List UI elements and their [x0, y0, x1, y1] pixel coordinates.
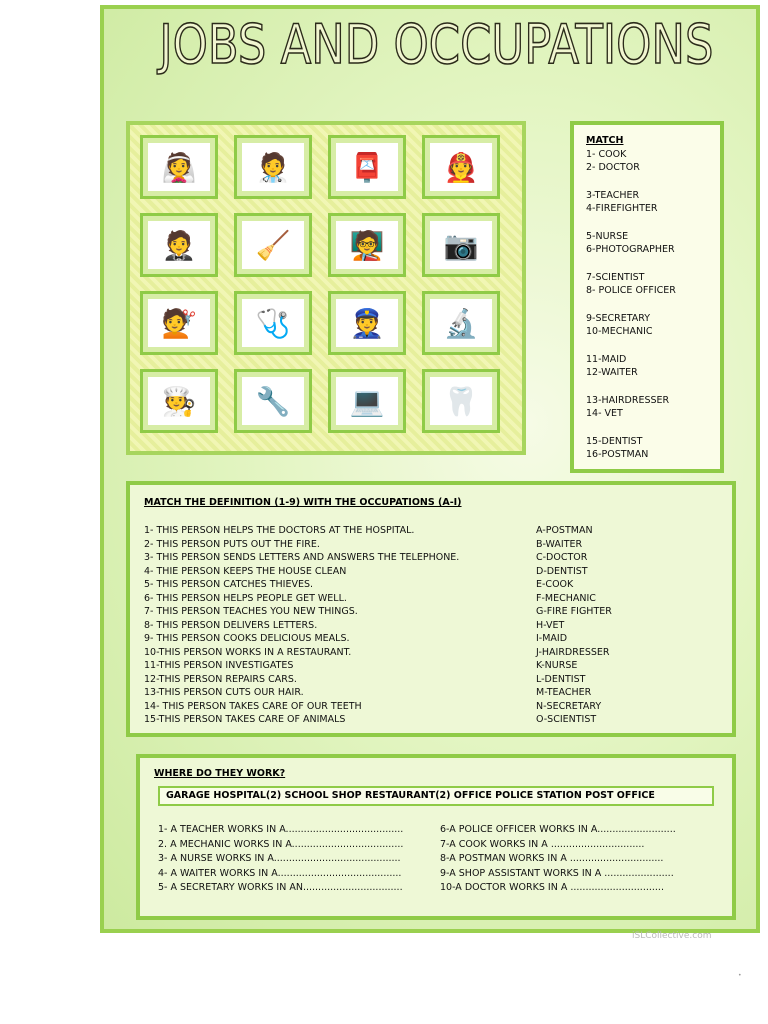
- occupation-option: O-SCIENTIST: [536, 714, 597, 725]
- maid-icon: 🧹: [242, 221, 304, 269]
- match-list: [570, 121, 724, 473]
- workplaces-heading: WHERE DO THEY WORK?: [154, 768, 286, 779]
- definitions-heading: MATCH THE DEFINITION (1-9) WITH THE OCCUPATIONS (A-I): [144, 497, 462, 508]
- match-item: 1- COOK: [586, 149, 627, 160]
- picture-tile: [234, 135, 312, 199]
- picture-tile: [140, 291, 218, 355]
- dentist-icon: 🦷: [430, 377, 492, 425]
- picture-grid: [126, 121, 526, 455]
- occupation-option: B-WAITER: [536, 538, 583, 550]
- occupation-option: L-DENTIST: [536, 673, 586, 685]
- workplace-question: 4- A WAITER WORKS IN A.........................................: [158, 867, 402, 879]
- picture-tile: [422, 369, 500, 433]
- workplace-question: 9-A SHOP ASSISTANT WORKS IN A .......................: [440, 867, 674, 879]
- picture-tile: [328, 213, 406, 277]
- bride-icon: 👰: [148, 143, 210, 191]
- picture-tile: [234, 291, 312, 355]
- definition-item: 2- THIS PERSON PUTS OUT THE FIRE.: [144, 538, 320, 550]
- workplace-question: 1- A TEACHER WORKS IN A.......................................: [158, 824, 404, 835]
- occupation-option: G-FIRE FIGHTER: [536, 606, 612, 617]
- match-heading: MATCH: [586, 135, 624, 146]
- occupation-option: A-POSTMAN: [536, 525, 593, 536]
- workplaces-box: [136, 754, 736, 920]
- workplace-question: 7-A COOK WORKS IN A ...............................: [440, 838, 645, 850]
- occupation-option: E-COOK: [536, 579, 574, 590]
- definition-item: 8- THIS PERSON DELIVERS LETTERS.: [144, 619, 318, 631]
- definition-item: 11-THIS PERSON INVESTIGATES: [144, 660, 294, 671]
- match-item: 3-TEACHER: [586, 190, 640, 201]
- match-item: 7-SCIENTIST: [586, 272, 645, 283]
- occupation-option: I-MAID: [536, 633, 568, 644]
- worksheet-title: JOBS AND OCCUPATIONS: [159, 13, 714, 76]
- workplace-question: 3- A NURSE WORKS IN A..........................................: [158, 853, 401, 864]
- picture-tile: [328, 369, 406, 433]
- nurse-with-dog-icon: 🧑‍⚕️: [242, 143, 304, 191]
- police-officer-icon: 👮: [336, 299, 398, 347]
- cook-icon: 🧑‍🍳: [148, 377, 210, 425]
- definition-item: 3- THIS PERSON SENDS LETTERS AND ANSWERS THE TELEPHONE.: [144, 552, 460, 563]
- picture-tile: [328, 135, 406, 199]
- watermark: iSLCollective.com: [632, 931, 712, 941]
- workplaces-word-bank: GARAGE HOSPITAL(2) SCHOOL SHOP RESTAURANT(2) OFFICE POLICE STATION POST OFFICE: [158, 786, 714, 806]
- picture-tile: [140, 135, 218, 199]
- match-item: 11-MAID: [586, 354, 627, 365]
- picture-tile: [422, 213, 500, 277]
- workplace-question: 8-A POSTMAN WORKS IN A ...............................: [440, 853, 664, 864]
- page-dot: •: [738, 972, 742, 979]
- worksheet: [100, 5, 760, 933]
- picture-tile: [234, 213, 312, 277]
- postman-icon: 📮: [336, 143, 398, 191]
- definition-item: 12-THIS PERSON REPAIRS CARS.: [144, 673, 297, 685]
- teacher-icon: 🧑‍🏫: [336, 221, 398, 269]
- workplace-question: 6-A POLICE OFFICER WORKS IN A..........................: [440, 824, 676, 835]
- workplace-question: 2. A MECHANIC WORKS IN A.....................................: [158, 838, 404, 850]
- match-item: 10-MECHANIC: [586, 326, 653, 337]
- workplace-question: 5- A SECRETARY WORKS IN AN.................................: [158, 882, 403, 893]
- match-item: 9-SECRETARY: [586, 313, 651, 324]
- occupation-option: H-VET: [536, 619, 565, 631]
- occupation-option: J-HAIRDRESSER: [536, 646, 610, 658]
- photographer-icon: 📷: [430, 221, 492, 269]
- doctor-icon: 🩺: [242, 299, 304, 347]
- definition-item: 15-THIS PERSON TAKES CARE OF ANIMALS: [144, 714, 346, 725]
- definition-item: 5- THIS PERSON CATCHES THIEVES.: [144, 579, 314, 590]
- occupation-option: C-DOCTOR: [536, 552, 588, 563]
- occupation-option: N-SECRETARY: [536, 700, 602, 712]
- mechanic-icon: 🔧: [242, 377, 304, 425]
- match-item: 14- VET: [586, 408, 623, 419]
- picture-tile: [140, 213, 218, 277]
- firefighter-icon: 🧑‍🚒: [430, 143, 492, 191]
- match-item: 5-NURSE: [586, 231, 629, 242]
- occupation-option: M-TEACHER: [536, 687, 592, 698]
- definition-item: 4- THIE PERSON KEEPS THE HOUSE CLEAN: [144, 565, 347, 577]
- match-item: 4-FIREFIGHTER: [586, 203, 658, 214]
- definition-item: 7- THIS PERSON TEACHES YOU NEW THINGS.: [144, 606, 358, 617]
- occupation-option: D-DENTIST: [536, 565, 588, 577]
- waiter-icon: 🤵: [148, 221, 210, 269]
- definition-item: 14- THIS PERSON TAKES CARE OF OUR TEETH: [144, 700, 362, 712]
- definition-item: 13-THIS PERSON CUTS OUR HAIR.: [144, 687, 304, 698]
- match-item: 13-HAIRDRESSER: [586, 395, 670, 406]
- workplace-question: 10-A DOCTOR WORKS IN A ...............................: [440, 882, 664, 893]
- hairdresser-icon: 💇: [148, 299, 210, 347]
- picture-tile: [328, 291, 406, 355]
- match-item: 12-WAITER: [586, 367, 638, 378]
- occupation-option: F-MECHANIC: [536, 592, 596, 604]
- picture-tile: [234, 369, 312, 433]
- definition-item: 10-THIS PERSON WORKS IN A RESTAURANT.: [144, 646, 352, 658]
- definition-item: 1- THIS PERSON HELPS THE DOCTORS AT THE HOSPITAL.: [144, 525, 415, 536]
- secretary-icon: 💻: [336, 377, 398, 425]
- occupation-option: K-NURSE: [536, 660, 578, 671]
- match-item: 2- DOCTOR: [586, 162, 640, 173]
- match-item: 8- POLICE OFFICER: [586, 285, 676, 296]
- scientist-icon: 🔬: [430, 299, 492, 347]
- definitions-box: [126, 481, 736, 737]
- picture-tile: [422, 135, 500, 199]
- definition-item: 6- THIS PERSON HELPS PEOPLE GET WELL.: [144, 592, 347, 604]
- definition-item: 9- THIS PERSON COOKS DELICIOUS MEALS.: [144, 633, 350, 644]
- match-item: 6-PHOTOGRAPHER: [586, 244, 675, 255]
- picture-tile: [422, 291, 500, 355]
- picture-tile: [140, 369, 218, 433]
- match-item: 15-DENTIST: [586, 436, 643, 447]
- match-item: 16-POSTMAN: [586, 449, 649, 460]
